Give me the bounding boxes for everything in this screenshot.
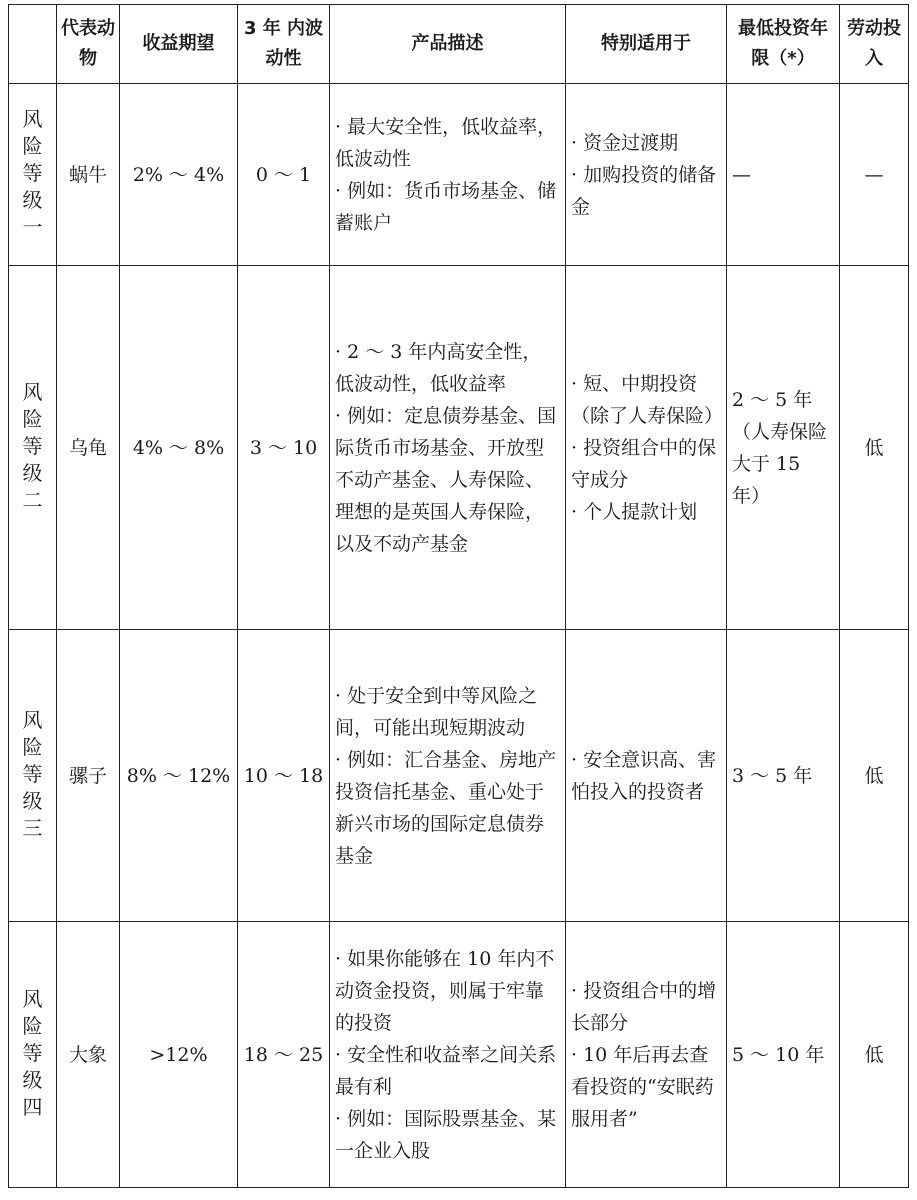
min-years-cell: 3 ～ 5 年 <box>727 630 840 922</box>
suitable-item: · 投资组合中的增长部分 <box>571 979 717 1034</box>
header-suitable: 特别适用于 <box>566 5 727 84</box>
risk-level-cell: 风险等级二 <box>9 266 57 630</box>
risk-level-cell: 风险等级一 <box>9 84 57 266</box>
risk-level-table <box>8 4 909 1188</box>
return-cell: 4% ～ 8% <box>120 266 238 630</box>
labor-cell: 低 <box>840 266 909 630</box>
header-labor: 劳动投入 <box>840 5 909 84</box>
min-years-cell: 2 ～ 5 年（人寿保险大于 15 年） <box>727 266 840 630</box>
volatility-cell: 18 ～ 25 <box>238 922 330 1188</box>
volatility-cell: 0 ～ 1 <box>238 84 330 266</box>
suitable-cell <box>566 922 727 1188</box>
suitable-cell <box>566 266 727 630</box>
suitable-item: · 投资组合中的保守成分 <box>571 436 717 491</box>
animal-cell: 乌龟 <box>57 266 120 630</box>
description-item: · 例如：货币市场基金、储蓄账户 <box>335 179 557 234</box>
risk-level-cell: 风险等级三 <box>9 630 57 922</box>
description-item: · 如果你能够在 10 年内不动资金投资，则属于牢靠的投资 <box>335 947 555 1034</box>
suitable-cell <box>566 630 727 922</box>
suitable-item: · 短、中期投资（除了人寿保险） <box>571 372 724 427</box>
header-description: 产品描述 <box>330 5 566 84</box>
header-volatility: 3 年 内波动性 <box>238 5 330 84</box>
suitable-item: · 10 年后再去查看投资的“安眠药服用者” <box>571 1043 714 1130</box>
header-return: 收益期望 <box>120 5 238 84</box>
description-item: · 最大安全性，低收益率，低波动性 <box>335 115 557 170</box>
description-item: · 例如：汇合基金、房地产投资信托基金、重心处于新兴市场的国际定息债券基金 <box>335 748 557 867</box>
description-cell <box>330 630 566 922</box>
header-min-years: 最低投资年限（*） <box>727 5 840 84</box>
table-row <box>9 84 909 266</box>
description-item: · 2 ～ 3 年内高安全性，低波动性，低收益率 <box>335 340 542 395</box>
header-animal: 代表动物 <box>57 5 120 84</box>
description-item: · 安全性和收益率之间关系最有利 <box>335 1043 557 1098</box>
animal-cell: 骡子 <box>57 630 120 922</box>
suitable-item: · 加购投资的储备金 <box>571 163 717 218</box>
suitable-cell <box>566 84 727 266</box>
min-years-cell: 5 ～ 10 年 <box>727 922 840 1188</box>
labor-cell: 低 <box>840 630 909 922</box>
return-cell: 2% ～ 4% <box>120 84 238 266</box>
volatility-cell: 10 ～ 18 <box>238 630 330 922</box>
labor-cell: 低 <box>840 922 909 1188</box>
return-cell: >12% <box>120 922 238 1188</box>
return-cell: 8% ～ 12% <box>120 630 238 922</box>
header-level <box>9 5 57 84</box>
risk-level-cell: 风险等级四 <box>9 922 57 1188</box>
min-years-cell: — <box>727 84 840 266</box>
table-row <box>9 922 909 1188</box>
table-row <box>9 630 909 922</box>
header-row <box>9 5 909 84</box>
suitable-item: · 资金过渡期 <box>571 131 679 154</box>
suitable-item: · 安全意识高、害怕投入的投资者 <box>571 748 717 803</box>
suitable-item: · 个人提款计划 <box>571 500 698 523</box>
description-item: · 处于安全到中等风险之间，可能出现短期波动 <box>335 684 538 739</box>
description-cell <box>330 266 566 630</box>
description-item: · 例如：定息债券基金、国际货币市场基金、开放型不动产基金、人寿保险、理想的是英国人寿保险，以及不动产基金 <box>335 404 557 555</box>
description-cell <box>330 922 566 1188</box>
description-cell <box>330 84 566 266</box>
animal-cell: 蜗牛 <box>57 84 120 266</box>
animal-cell: 大象 <box>57 922 120 1188</box>
table-row <box>9 266 909 630</box>
description-item: · 例如：国际股票基金、某一企业入股 <box>335 1107 557 1162</box>
labor-cell: — <box>840 84 909 266</box>
volatility-cell: 3 ～ 10 <box>238 266 330 630</box>
